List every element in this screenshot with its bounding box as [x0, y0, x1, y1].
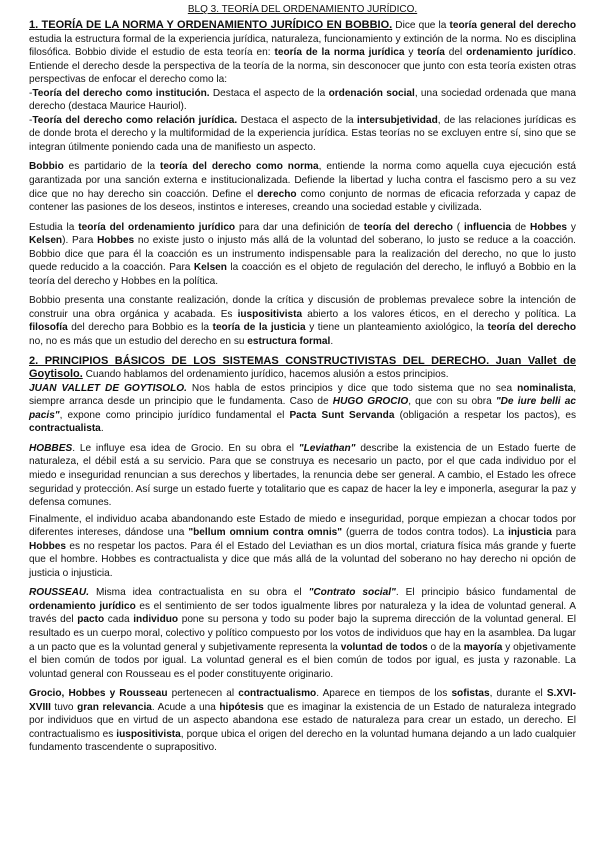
text-run: teoría	[417, 47, 445, 59]
text-run: , porque ubica el origen del derecho en la voluntad humana dejando a un lado cualquier fundamento trascendente o suprapositivo.	[29, 728, 576, 754]
text-run: , entiende la norma como aquella cuya ejecución está garantizada por una sanción externa e institucionalizada. Defiende la libertad y lucha contra el fascismo pero a su vez dice que no hay derecho sin coacción. Define el	[29, 161, 576, 200]
paragraph-bobbio-positivism	[29, 294, 576, 348]
text-run: , que con su obra	[408, 396, 496, 408]
text-run: de	[511, 221, 531, 233]
text-run: como conjunto de normas de eficacia reforzada y capaz de contener las pasiones de los deseos, instintos e intereses, creando una sociedad estable y civilizada.	[29, 188, 576, 214]
text-run: pone su persona y todo su poder bajo la suprema dirección de la voluntad general. El resultado es un cuerpo moral, colectivo y político compuesto por los votos de individuos que hay en la asamblea. Da lugar a un pacto que es la voluntad general y subjetivamente representa la	[29, 614, 576, 653]
text-run: Finalmente, el individuo acaba abandonando este Estado de miedo e inseguridad, porque empiezan a chocar todos por diferentes intereses, dándose una	[29, 513, 576, 539]
text-run: sofistas	[451, 688, 490, 700]
text-run: S.XVI-XVIII	[29, 688, 576, 713]
text-run: voluntad de todos	[340, 641, 428, 653]
text-run: y tiene un planteamiento axiológico, la	[305, 322, 488, 334]
text-run: (guerra de todos contra todos). La	[342, 527, 509, 539]
text-run: Pacta Sunt Servanda	[289, 409, 395, 421]
text-run: . Aparece en tiempos de los	[316, 688, 452, 700]
text-run: Kelsen	[29, 235, 63, 247]
text-run: individuo	[133, 614, 179, 626]
text-run: mayoría	[463, 641, 503, 653]
paragraph-rousseau	[29, 586, 576, 681]
text-run: , de las relaciones jurídicas es de donde brota el derecho y la multiformidad de la experiencia jurídica. Estas teorías no se excluyen entre sí, sino que se integran útilmente poniendo cada una de manifiesto un aspecto.	[29, 114, 577, 153]
text-run: pacto	[77, 614, 105, 626]
text-run: . Entiende el derecho desde la perspectiva de la teoría de la norma, sin desconocer que junto con esta teoría existen otras perspectivas de enfocar el derecho como la:	[29, 47, 577, 86]
text-run: Destaca el aspecto de la	[237, 114, 357, 126]
text-run: para dar una definición de	[235, 221, 364, 233]
text-run: HOBBES	[29, 442, 73, 454]
text-run: 1. TEORÍA DE LA NORMA Y ORDENAMIENTO JURÍDICO EN BOBBIO.	[29, 19, 393, 31]
text-run: , durante el	[489, 688, 547, 700]
text-run: . El principio básico fundamental de	[395, 587, 576, 599]
text-run: pertenecen al	[167, 688, 239, 700]
text-run: contractualismo	[238, 688, 317, 700]
text-run: injusticia	[508, 527, 552, 539]
text-run: Dice que la	[392, 20, 450, 31]
text-run: , expone como principio jurídico fundamental el	[59, 409, 290, 421]
text-run: , una sociedad ordenada que mana derecho (destaca Maurice Hauriol).	[29, 87, 577, 113]
text-run: que es imaginar la existencia de un Estado de naturaleza integrado por individuos que en virtud de un aspecto abandona ese estado de naturaleza para crear un estado, un derecho. El contractualismo es	[29, 701, 577, 740]
paragraph-contractualism	[29, 687, 576, 755]
text-run: abierto a los valores éticos, en el derecho y política. La	[302, 308, 576, 320]
paragraph-legal-order-theory	[29, 221, 576, 289]
text-run: -	[29, 87, 33, 99]
text-run: derecho	[257, 188, 297, 200]
text-run: ordenación social	[328, 87, 415, 99]
text-run: iuspositivista	[237, 308, 303, 320]
text-run: Misma idea contractualista en su obra el	[89, 587, 309, 599]
text-run: no existe justo o injusto más allá de la voluntad del soberano, lo justo se reduce a la coacción. Bobbio dice que para él la coacción es un instrumento indispensable para la realización del derecho, no que lo justo quede reducido a la coacción. Para	[29, 235, 576, 274]
text-run: ). Para	[62, 235, 98, 247]
text-run: JUAN VALLET DE GOYTISOLO.	[29, 382, 187, 394]
text-run: y objetivamente el bien común de todos por igual. La voluntad general es el bien común de todos por igual, es justa y razonable. La voluntad general con Rousseau es el poder constituyente originario.	[29, 641, 576, 680]
text-run: Grocio, Hobbes y Rousseau	[29, 688, 168, 700]
text-run: es no respetar los pactos. Para él el Estado del Leviathan es un dios mortal, criatura física más grande y fuerte que el hombre. Hobbes es contractualista y dice que más allá de la voluntad del soberano no hay derecho ni opción de justicia o injusticia.	[29, 540, 576, 579]
text-run: o de la	[427, 641, 464, 653]
text-run: "bellum omnium contra omnis"	[188, 527, 343, 539]
text-run: Teoría del derecho como relación jurídica.	[32, 114, 238, 126]
text-run: contractualista	[29, 423, 101, 435]
text-run: Estudia la	[29, 221, 79, 233]
text-run: Hobbes	[530, 221, 568, 233]
text-run: (	[452, 221, 464, 233]
text-run: Bobbio	[29, 161, 64, 173]
text-run: y	[404, 47, 418, 59]
text-run: . Acude a una	[151, 701, 220, 713]
text-run: teoría de la justicia	[212, 322, 306, 334]
text-run: describe la existencia de un Estado fuerte de naturaleza, el débil está a su servicio. Para que se construya es necesario un pacto, por el que cada individuo por el miedo e inseguridad renuncian a sus derechos y libertades, la renuncia debe ser general. A cambio, el Estado les ofrece seguridad y protección. Así surge un estado fuerte y totalitario que es capaz de hacer la ley e imponerla, asegurar la paz y defensa comunes.	[29, 442, 576, 509]
text-run: teoría general del derecho	[449, 20, 577, 31]
text-run: no, no es más que un estudio del derecho en su	[29, 336, 248, 348]
text-run: hipótesis	[219, 701, 264, 713]
text-run: -	[29, 114, 33, 126]
text-run: iuspositivista	[116, 728, 181, 740]
text-run: estudia la estructura formal de la experiencia jurídica, naturaleza, funcionamiento y extinción de la norma. No es disciplina filosófica. Bobbio divide el estudio de esta teoría en:	[29, 33, 576, 59]
text-run: HUGO GROCIO	[332, 396, 409, 408]
paragraph-institution-theory	[29, 87, 576, 114]
text-run: gran relevancia	[77, 701, 152, 713]
text-run: la coacción es el objeto de regulación del derecho, le influyó a Bobbio en la teoría del derecho y Hobbes en la política.	[29, 262, 576, 287]
paragraph-section-1-intro	[29, 19, 576, 87]
text-run: teoría del derecho	[487, 322, 576, 334]
text-run: ordenamiento jurídico	[466, 47, 574, 59]
text-run: Hobbes	[29, 540, 67, 552]
text-run: influencia	[463, 221, 512, 233]
paragraph-relation-theory	[29, 114, 576, 155]
paragraph-hobbes	[29, 442, 576, 510]
text-run: .	[330, 336, 334, 348]
text-run: , siempre arranca desde un principio que le fundamenta. Caso de	[29, 382, 576, 408]
text-run: Cuando hablamos del ordenamiento jurídico, hacemos alusión a estos principios.	[82, 369, 449, 381]
text-run: es el sentimiento de ser todos igualmente libres por naturaleza y la idea de voluntad general. A través del	[29, 600, 576, 626]
text-run: para	[551, 527, 576, 539]
paragraph-bobbio-norm	[29, 160, 576, 214]
text-run: intersubjetividad	[356, 114, 438, 126]
text-run: . Le influye esa idea de Grocio. En su obra el	[72, 442, 299, 454]
text-run: Destaca el aspecto de la	[209, 87, 329, 99]
text-run: del derecho para Bobbio es la	[67, 322, 213, 334]
text-run: Bobbio presenta una constante realización, donde la crítica y discusión de problemas prevalece sobre la intención de construir una obra orgánica y acabada. Es	[29, 295, 576, 320]
text-run: y	[567, 221, 576, 233]
text-run: nominalista	[517, 382, 574, 394]
paragraph-section-2-heading	[29, 355, 576, 382]
document-header: BLQ 3. TEORÍA DEL ORDENAMIENTO JURÍDICO.	[187, 4, 418, 15]
text-run: .	[100, 423, 104, 435]
text-run: teoría del derecho como norma	[160, 161, 319, 173]
text-run: ROUSSEAU.	[29, 587, 90, 599]
text-run: Hobbes	[97, 235, 135, 247]
text-run: ordenamiento jurídico	[29, 600, 136, 612]
text-run: (obligación a respetar los pactos), es	[394, 409, 576, 421]
text-run: teoría del derecho	[363, 221, 453, 233]
text-run: estructura formal	[247, 336, 331, 348]
text-run: cada	[104, 614, 134, 626]
text-run: "Leviathan"	[298, 442, 356, 454]
text-run: del	[444, 47, 467, 59]
text-run: Nos habla de estos principios y dice que todo sistema que no sea	[186, 382, 518, 394]
text-run: 2. PRINCIPIOS BÁSICOS DE LOS SISTEMAS CONSTRUCTIVISTAS DEL DERECHO. Juan Vallet de Goytisolo.	[29, 354, 576, 381]
text-run: es partidario de la	[63, 161, 161, 173]
text-run: "Contrato social"	[308, 587, 396, 599]
text-run: tuvo	[50, 701, 78, 713]
text-run: teoría de la norma jurídica	[274, 47, 405, 59]
text-run: filosofía	[29, 322, 68, 334]
text-run: teoría del ordenamiento jurídico	[78, 221, 236, 233]
text-run: Kelsen	[193, 262, 227, 274]
text-run: "De iure belli ac pacis"	[29, 396, 577, 421]
paragraph-hobbes-continued	[29, 513, 576, 581]
text-run: Teoría del derecho como institución.	[32, 87, 210, 99]
paragraph-vallet-de-goytisolo	[29, 382, 576, 436]
